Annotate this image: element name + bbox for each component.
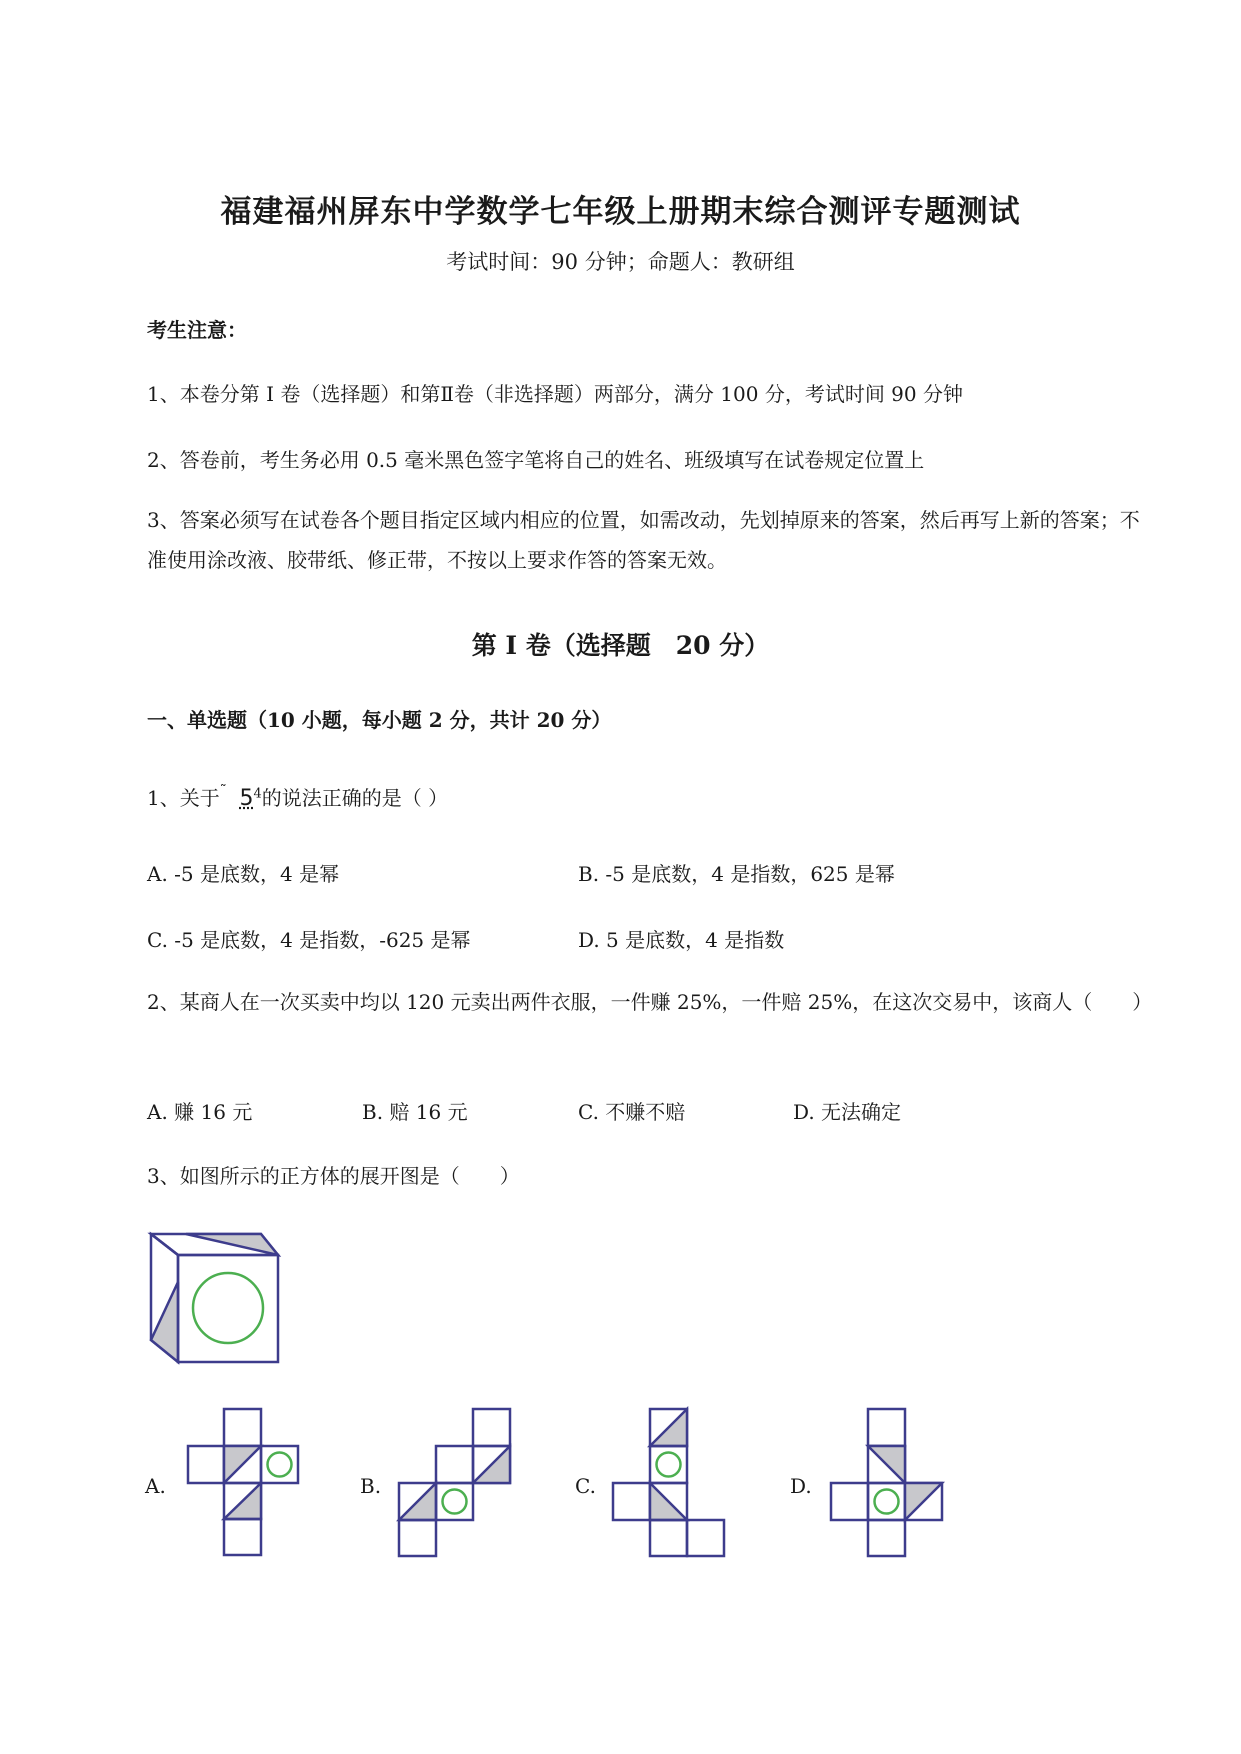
question-1 [147, 782, 448, 811]
net-d-figure[interactable] [828, 1406, 958, 1556]
q3-label-b[interactable]: B. [360, 1474, 382, 1498]
q1-option-c[interactable]: C. -5 是底数，4 是指数，-625 是幂 [147, 928, 471, 952]
notice-heading: 考生注意： [147, 318, 247, 342]
exam-info: 考试时间：90 分钟；命题人：教研组 [446, 250, 795, 274]
q1-prefix: 1、关于 [147, 786, 220, 810]
notice-item-3: 3、答案必须写在试卷各个题目指定区域内相应的位置，如需改动，先划掉原来的答案，然后再写上新的答案；不准使用涂改液、胶带纸、修正带，不按以上要求作答的答案无效。 [147, 508, 1140, 572]
q3-label-a[interactable]: A. [145, 1474, 166, 1498]
question-3: 3、如图所示的正方体的展开图是（ ） [147, 1164, 520, 1188]
q1-tilde: ˜ [219, 783, 227, 799]
section-title: 第 I 卷（选择题 20 分） [471, 631, 770, 660]
q3-label-d[interactable]: D. [790, 1474, 812, 1498]
page-title: 福建福州屏东中学数学七年级上册期末综合测评专题测试 [220, 194, 1021, 230]
cube-left-shade [151, 1282, 178, 1362]
q1-base: 5 [239, 786, 254, 811]
net-a-figure[interactable] [185, 1406, 305, 1556]
q2-option-a[interactable]: A. 赚 16 元 [147, 1100, 253, 1124]
q2-option-c[interactable]: C. 不赚不赔 [578, 1100, 686, 1124]
q3-label-c[interactable]: C. [575, 1474, 596, 1498]
notice-item-1: 1、本卷分第 I 卷（选择题）和第Ⅱ卷（非选择题）两部分，满分 100 分，考试时间 90 分钟 [147, 382, 963, 406]
q1-option-a[interactable]: A. -5 是底数，4 是幂 [147, 862, 340, 886]
cube-circle [193, 1273, 263, 1343]
net-c-figure[interactable] [612, 1406, 732, 1556]
part-title: 一、单选题（10 小题，每小题 2 分，共计 20 分） [147, 708, 612, 732]
q1-option-d[interactable]: D. 5 是底数，4 是指数 [578, 928, 785, 952]
q1-exponent: 4 [253, 786, 262, 802]
q1-suffix: 的说法正确的是（ ） [261, 786, 449, 810]
q2-option-d[interactable]: D. 无法确定 [793, 1100, 902, 1124]
notice-item-2: 2、答卷前，考生务必用 0.5 毫米黑色签字笔将自己的姓名、班级填写在试卷规定位置上 [147, 448, 925, 472]
q1-option-b[interactable]: B. -5 是底数，4 是指数，625 是幂 [578, 862, 895, 886]
cube-top-shade [186, 1234, 278, 1255]
cube-figure [146, 1230, 286, 1370]
question-2: 2、某商人在一次买卖中均以 120 元卖出两件衣服，一件赚 25%，一件赔 25%，在这次交易中，该商人（ ） [147, 990, 1153, 1014]
net-b-figure[interactable] [395, 1406, 515, 1556]
q2-option-b[interactable]: B. 赔 16 元 [362, 1100, 468, 1124]
